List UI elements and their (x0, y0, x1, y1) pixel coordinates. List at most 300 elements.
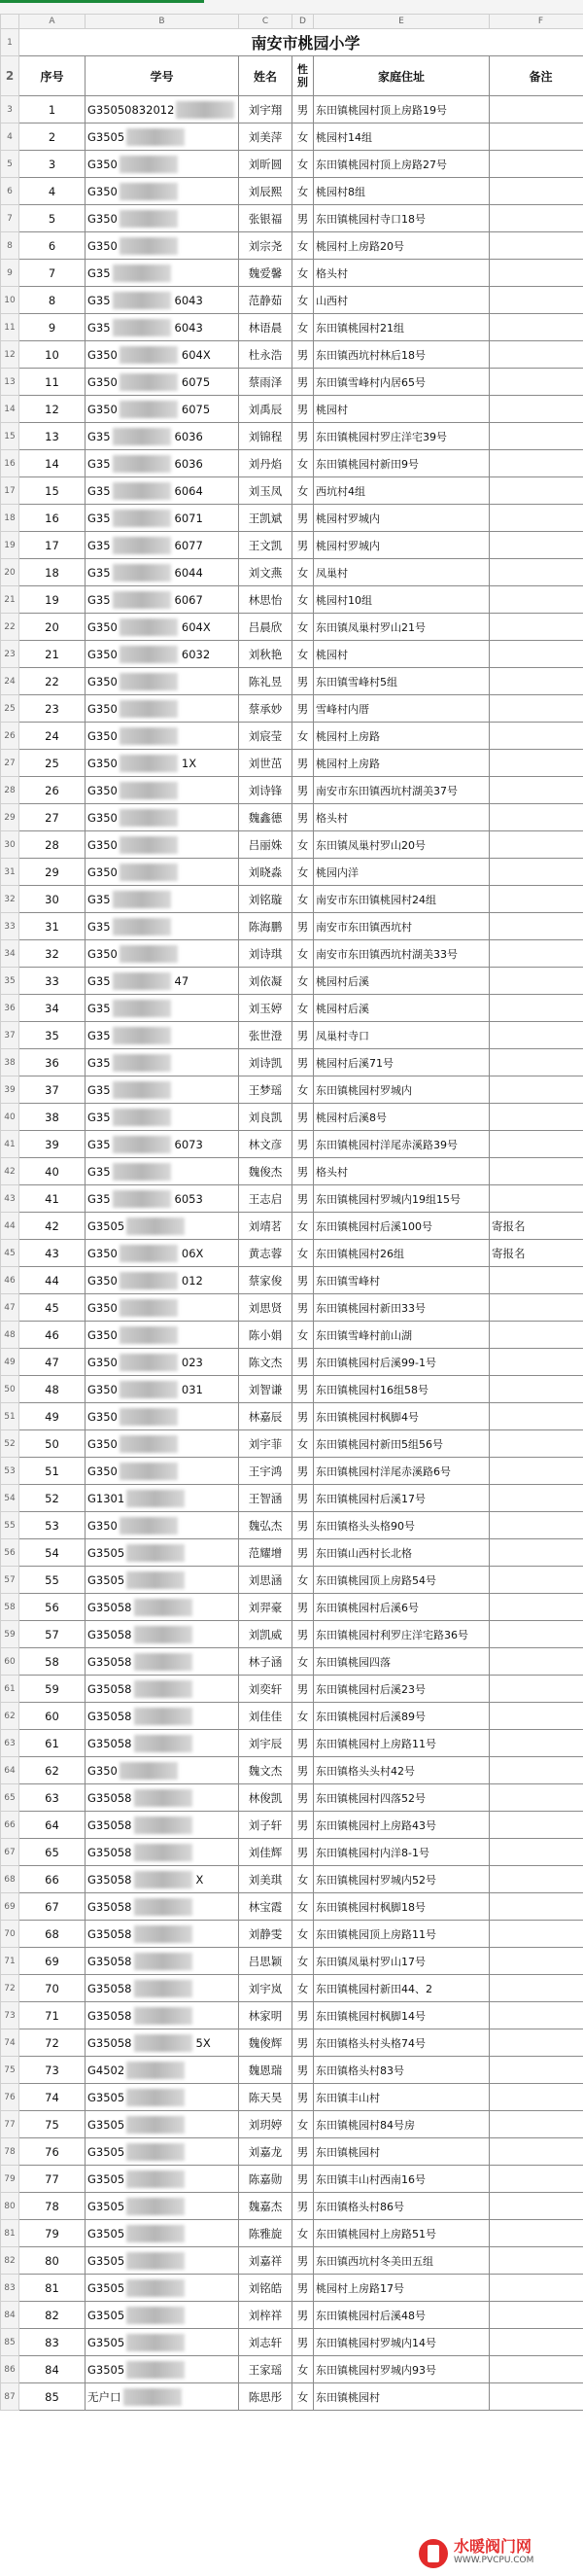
cell-address[interactable]: 东田镇桃园四落 (314, 1648, 490, 1676)
cell-remark[interactable] (490, 2084, 583, 2111)
cell-student-id[interactable] (86, 1866, 239, 1893)
cell-address[interactable]: 东田镇桃园村后溪48号 (314, 2302, 490, 2329)
row-number[interactable]: 58 (1, 1594, 19, 1621)
cell-remark[interactable] (490, 995, 583, 1022)
row-number[interactable]: 41 (1, 1131, 19, 1158)
cell-student-id[interactable] (86, 2329, 239, 2356)
cell-student-id[interactable] (86, 804, 239, 831)
cell-gender[interactable]: 男 (292, 1512, 314, 1539)
cell-address[interactable]: 桃园村上房路17号 (314, 2275, 490, 2302)
cell-gender[interactable]: 男 (292, 205, 314, 232)
cell-no[interactable]: 76 (19, 2138, 86, 2166)
cell-no[interactable]: 80 (19, 2247, 86, 2275)
cell-gender[interactable]: 男 (292, 1294, 314, 1322)
cell-address[interactable]: 东田镇桃园村新田9号 (314, 450, 490, 477)
row-number[interactable]: 26 (1, 723, 19, 750)
row-number[interactable]: 15 (1, 423, 19, 450)
cell-address[interactable]: 东田镇桃园村21组 (314, 314, 490, 341)
cell-address[interactable]: 东田镇雪峰村前山湖 (314, 1322, 490, 1349)
cell-name[interactable]: 刘宗尧 (239, 232, 292, 260)
cell-gender[interactable]: 女 (292, 151, 314, 178)
cell-address[interactable]: 东田镇桃园村上房路51号 (314, 2220, 490, 2247)
cell-remark[interactable] (490, 96, 583, 124)
cell-gender[interactable]: 女 (292, 1213, 314, 1240)
cell-no[interactable]: 4 (19, 178, 86, 205)
row-number[interactable]: 82 (1, 2247, 19, 2275)
row-number[interactable]: 17 (1, 477, 19, 505)
cell-student-id[interactable] (86, 886, 239, 913)
cell-name[interactable]: 刘思涵 (239, 1567, 292, 1594)
row-number[interactable]: 73 (1, 2002, 19, 2029)
cell-address[interactable]: 南安市东田镇桃园村24组 (314, 886, 490, 913)
cell-remark[interactable] (490, 2220, 583, 2247)
row-number[interactable]: 37 (1, 1022, 19, 1049)
cell-student-id[interactable] (86, 2084, 239, 2111)
row-number[interactable]: 34 (1, 940, 19, 968)
cell-name[interactable]: 陈小娟 (239, 1322, 292, 1349)
cell-remark[interactable] (490, 205, 583, 232)
cell-remark[interactable] (490, 314, 583, 341)
cell-no[interactable]: 7 (19, 260, 86, 287)
col-letter-b[interactable]: B (86, 15, 239, 29)
cell-remark[interactable] (490, 913, 583, 940)
cell-gender[interactable]: 男 (292, 1839, 314, 1866)
cell-gender[interactable]: 男 (292, 1485, 314, 1512)
header-name[interactable]: 姓名 (239, 56, 292, 96)
cell-student-id[interactable] (86, 532, 239, 559)
cell-gender[interactable]: 男 (292, 1458, 314, 1485)
cell-no[interactable]: 74 (19, 2084, 86, 2111)
cell-remark[interactable] (490, 750, 583, 777)
cell-address[interactable]: 东田镇桃园村后溪6号 (314, 1594, 490, 1621)
cell-student-id[interactable] (86, 1812, 239, 1839)
cell-no[interactable]: 38 (19, 1104, 86, 1131)
header-gender[interactable]: 性别 (292, 56, 314, 96)
cell-remark[interactable] (490, 1975, 583, 2002)
cell-student-id[interactable] (86, 232, 239, 260)
cell-student-id[interactable] (86, 1975, 239, 2002)
col-letter-a[interactable]: A (19, 15, 86, 29)
cell-name[interactable]: 刘梓祥 (239, 2302, 292, 2329)
cell-no[interactable]: 11 (19, 369, 86, 396)
cell-name[interactable]: 刘靖茗 (239, 1213, 292, 1240)
cell-address[interactable]: 东田镇格头头格90号 (314, 1512, 490, 1539)
cell-remark[interactable] (490, 232, 583, 260)
cell-name[interactable]: 陈思彤 (239, 2383, 292, 2411)
cell-name[interactable]: 王凯斌 (239, 505, 292, 532)
row-number[interactable]: 66 (1, 1812, 19, 1839)
cell-name[interactable]: 刘文燕 (239, 559, 292, 586)
row-number[interactable]: 18 (1, 505, 19, 532)
cell-address[interactable]: 桃园村后溪 (314, 968, 490, 995)
cell-gender[interactable]: 男 (292, 341, 314, 369)
row-number[interactable]: 29 (1, 804, 19, 831)
cell-student-id[interactable] (86, 2247, 239, 2275)
cell-name[interactable]: 魏爱馨 (239, 260, 292, 287)
cell-gender[interactable]: 女 (292, 477, 314, 505)
cell-student-id[interactable] (86, 1594, 239, 1621)
cell-gender[interactable]: 女 (292, 232, 314, 260)
cell-gender[interactable]: 女 (292, 1648, 314, 1676)
cell-gender[interactable]: 男 (292, 2002, 314, 2029)
cell-gender[interactable]: 男 (292, 1185, 314, 1213)
cell-gender[interactable]: 女 (292, 559, 314, 586)
cell-remark[interactable] (490, 396, 583, 423)
cell-gender[interactable]: 女 (292, 614, 314, 641)
cell-no[interactable]: 25 (19, 750, 86, 777)
row-number[interactable]: 74 (1, 2029, 19, 2057)
cell-name[interactable]: 刘志轩 (239, 2329, 292, 2356)
cell-student-id[interactable] (86, 668, 239, 695)
row-number[interactable]: 22 (1, 614, 19, 641)
cell-address[interactable]: 东田镇西坑村林后18号 (314, 341, 490, 369)
cell-no[interactable]: 28 (19, 831, 86, 859)
cell-name[interactable]: 刘嘉龙 (239, 2138, 292, 2166)
cell-no[interactable]: 10 (19, 341, 86, 369)
cell-remark[interactable] (490, 1158, 583, 1185)
cell-remark[interactable] (490, 1893, 583, 1921)
cell-gender[interactable]: 男 (292, 2084, 314, 2111)
cell-remark[interactable] (490, 1539, 583, 1567)
cell-gender[interactable]: 女 (292, 450, 314, 477)
cell-name[interactable]: 刘诗锋 (239, 777, 292, 804)
cell-student-id[interactable] (86, 1648, 239, 1676)
cell-name[interactable]: 王家瑶 (239, 2356, 292, 2383)
row-number[interactable]: 11 (1, 314, 19, 341)
cell-name[interactable]: 林子涵 (239, 1648, 292, 1676)
cell-name[interactable]: 陈雅旋 (239, 2220, 292, 2247)
cell-remark[interactable] (490, 1839, 583, 1866)
col-letter-f[interactable]: F (490, 15, 583, 29)
cell-student-id[interactable] (86, 940, 239, 968)
cell-student-id[interactable] (86, 1893, 239, 1921)
cell-name[interactable]: 魏鑫德 (239, 804, 292, 831)
cell-name[interactable]: 蔡雨泽 (239, 369, 292, 396)
row-number[interactable]: 19 (1, 532, 19, 559)
cell-gender[interactable]: 男 (292, 804, 314, 831)
header-remark[interactable]: 备注 (490, 56, 583, 96)
row-number[interactable]: 16 (1, 450, 19, 477)
cell-address[interactable]: 东田镇格头头村42号 (314, 1757, 490, 1784)
cell-no[interactable]: 49 (19, 1403, 86, 1430)
cell-name[interactable]: 刘锦程 (239, 423, 292, 450)
cell-name[interactable]: 刘羿豪 (239, 1594, 292, 1621)
cell-student-id[interactable] (86, 151, 239, 178)
cell-remark[interactable] (490, 2193, 583, 2220)
cell-student-id[interactable] (86, 1730, 239, 1757)
cell-gender[interactable]: 男 (292, 1812, 314, 1839)
cell-name[interactable]: 王梦瑶 (239, 1076, 292, 1104)
row-number[interactable]: 38 (1, 1049, 19, 1076)
cell-no[interactable]: 56 (19, 1594, 86, 1621)
cell-gender[interactable]: 女 (292, 1948, 314, 1975)
cell-remark[interactable] (490, 1703, 583, 1730)
row-number[interactable]: 6 (1, 178, 19, 205)
cell-name[interactable]: 张世澄 (239, 1022, 292, 1049)
cell-student-id[interactable] (86, 1757, 239, 1784)
cell-gender[interactable]: 男 (292, 505, 314, 532)
cell-no[interactable]: 63 (19, 1784, 86, 1812)
cell-name[interactable]: 陈天昊 (239, 2084, 292, 2111)
cell-student-id[interactable] (86, 859, 239, 886)
cell-remark[interactable] (490, 178, 583, 205)
cell-remark[interactable] (490, 260, 583, 287)
cell-name[interactable]: 刘奕轩 (239, 1676, 292, 1703)
cell-name[interactable]: 吕晨欣 (239, 614, 292, 641)
cell-student-id[interactable] (86, 1376, 239, 1403)
cell-gender[interactable]: 男 (292, 1621, 314, 1648)
row-number[interactable]: 60 (1, 1648, 19, 1676)
cell-address[interactable]: 东田镇雪峰村5组 (314, 668, 490, 695)
cell-gender[interactable]: 女 (292, 586, 314, 614)
row-number[interactable]: 47 (1, 1294, 19, 1322)
cell-no[interactable]: 77 (19, 2166, 86, 2193)
cell-remark[interactable] (490, 968, 583, 995)
cell-name[interactable]: 杜永浩 (239, 341, 292, 369)
cell-gender[interactable]: 女 (292, 1430, 314, 1458)
cell-gender[interactable]: 女 (292, 1975, 314, 2002)
cell-no[interactable]: 64 (19, 1812, 86, 1839)
cell-no[interactable]: 47 (19, 1349, 86, 1376)
cell-student-id[interactable] (86, 913, 239, 940)
cell-student-id[interactable] (86, 450, 239, 477)
cell-gender[interactable]: 男 (292, 695, 314, 723)
row-number[interactable]: 10 (1, 287, 19, 314)
cell-student-id[interactable] (86, 1049, 239, 1076)
cell-address[interactable]: 东田镇桃园村罗城内52号 (314, 1866, 490, 1893)
cell-student-id[interactable] (86, 2383, 239, 2411)
cell-student-id[interactable] (86, 2002, 239, 2029)
cell-gender[interactable]: 男 (292, 668, 314, 695)
row-number[interactable]: 79 (1, 2166, 19, 2193)
row-number[interactable]: 40 (1, 1104, 19, 1131)
cell-no[interactable]: 68 (19, 1921, 86, 1948)
cell-gender[interactable]: 女 (292, 1893, 314, 1921)
cell-student-id[interactable] (86, 1784, 239, 1812)
cell-remark[interactable] (490, 2138, 583, 2166)
row-number[interactable]: 35 (1, 968, 19, 995)
cell-remark[interactable] (490, 804, 583, 831)
cell-address[interactable]: 桃园村后溪 (314, 995, 490, 1022)
cell-gender[interactable]: 女 (292, 1240, 314, 1267)
cell-student-id[interactable] (86, 2356, 239, 2383)
cell-gender[interactable]: 男 (292, 2138, 314, 2166)
cell-student-id[interactable] (86, 396, 239, 423)
cell-address[interactable]: 东田镇桃园村罗城内19组15号 (314, 1185, 490, 1213)
row-number[interactable]: 2 (1, 56, 19, 96)
cell-student-id[interactable] (86, 695, 239, 723)
row-number[interactable]: 67 (1, 1839, 19, 1866)
cell-remark[interactable] (490, 1049, 583, 1076)
cell-remark[interactable] (490, 341, 583, 369)
cell-gender[interactable]: 男 (292, 777, 314, 804)
cell-remark[interactable] (490, 668, 583, 695)
cell-name[interactable]: 刘玉婷 (239, 995, 292, 1022)
cell-name[interactable]: 刘依凝 (239, 968, 292, 995)
cell-address[interactable]: 东田镇桃园村寺口18号 (314, 205, 490, 232)
cell-remark[interactable] (490, 369, 583, 396)
row-number[interactable]: 81 (1, 2220, 19, 2247)
cell-no[interactable]: 30 (19, 886, 86, 913)
cell-no[interactable]: 33 (19, 968, 86, 995)
row-number[interactable]: 3 (1, 96, 19, 124)
cell-remark[interactable] (490, 641, 583, 668)
row-number[interactable]: 36 (1, 995, 19, 1022)
cell-name[interactable]: 魏弘杰 (239, 1512, 292, 1539)
cell-name[interactable]: 刘美萍 (239, 124, 292, 151)
row-number[interactable]: 9 (1, 260, 19, 287)
cell-name[interactable]: 陈嘉勋 (239, 2166, 292, 2193)
cell-no[interactable]: 44 (19, 1267, 86, 1294)
cell-name[interactable]: 刘丹焰 (239, 450, 292, 477)
cell-name[interactable]: 王志启 (239, 1185, 292, 1213)
cell-gender[interactable]: 男 (292, 2329, 314, 2356)
row-number[interactable]: 43 (1, 1185, 19, 1213)
cell-gender[interactable]: 男 (292, 1676, 314, 1703)
cell-remark[interactable] (490, 1104, 583, 1131)
row-number[interactable]: 71 (1, 1948, 19, 1975)
cell-student-id[interactable] (86, 586, 239, 614)
row-number[interactable]: 68 (1, 1866, 19, 1893)
cell-remark[interactable] (490, 2057, 583, 2084)
cell-address[interactable]: 东田镇桃园村新田33号 (314, 1294, 490, 1322)
cell-no[interactable]: 29 (19, 859, 86, 886)
cell-gender[interactable]: 男 (292, 2166, 314, 2193)
row-number[interactable]: 50 (1, 1376, 19, 1403)
cell-gender[interactable]: 男 (292, 1376, 314, 1403)
cell-no[interactable]: 42 (19, 1213, 86, 1240)
row-number[interactable]: 4 (1, 124, 19, 151)
cell-student-id[interactable] (86, 2029, 239, 2057)
cell-name[interactable]: 刘凯威 (239, 1621, 292, 1648)
cell-student-id[interactable] (86, 1403, 239, 1430)
cell-address[interactable]: 东田镇桃园村洋尾赤溪路39号 (314, 1131, 490, 1158)
cell-name[interactable]: 林思怡 (239, 586, 292, 614)
row-number[interactable]: 5 (1, 151, 19, 178)
cell-student-id[interactable] (86, 641, 239, 668)
cell-no[interactable]: 70 (19, 1975, 86, 2002)
cell-remark[interactable] (490, 1376, 583, 1403)
cell-gender[interactable]: 女 (292, 178, 314, 205)
cell-name[interactable]: 黄志蓉 (239, 1240, 292, 1267)
cell-remark[interactable] (490, 695, 583, 723)
cell-address[interactable]: 凤巢村寺口 (314, 1022, 490, 1049)
cell-no[interactable]: 51 (19, 1458, 86, 1485)
cell-no[interactable]: 32 (19, 940, 86, 968)
cell-no[interactable]: 82 (19, 2302, 86, 2329)
cell-name[interactable]: 魏嘉杰 (239, 2193, 292, 2220)
cell-name[interactable]: 林俊凯 (239, 1784, 292, 1812)
cell-no[interactable]: 41 (19, 1185, 86, 1213)
cell-address[interactable]: 桃园村 (314, 641, 490, 668)
cell-remark[interactable] (490, 2166, 583, 2193)
cell-address[interactable]: 桃园村 (314, 396, 490, 423)
row-number[interactable]: 44 (1, 1213, 19, 1240)
cell-address[interactable]: 桃园村14组 (314, 124, 490, 151)
cell-student-id[interactable] (86, 1512, 239, 1539)
cell-student-id[interactable] (86, 1213, 239, 1240)
cell-no[interactable]: 58 (19, 1648, 86, 1676)
cell-remark[interactable] (490, 2029, 583, 2057)
cell-no[interactable]: 31 (19, 913, 86, 940)
cell-address[interactable]: 东田镇凤巢村罗山21号 (314, 614, 490, 641)
cell-name[interactable]: 刘佳佳 (239, 1703, 292, 1730)
cell-address[interactable]: 东田镇桃园村枫脚4号 (314, 1403, 490, 1430)
cell-no[interactable]: 53 (19, 1512, 86, 1539)
row-number[interactable]: 87 (1, 2383, 19, 2411)
cell-no[interactable]: 40 (19, 1158, 86, 1185)
cell-remark[interactable] (490, 859, 583, 886)
cell-no[interactable]: 46 (19, 1322, 86, 1349)
cell-no[interactable]: 26 (19, 777, 86, 804)
cell-name[interactable]: 王文凯 (239, 532, 292, 559)
cell-address[interactable]: 东田镇桃园村16组58号 (314, 1376, 490, 1403)
cell-address[interactable]: 桃园内洋 (314, 859, 490, 886)
cell-no[interactable]: 1 (19, 96, 86, 124)
cell-address[interactable]: 南安市东田镇西坑村 (314, 913, 490, 940)
cell-name[interactable]: 吕思颖 (239, 1948, 292, 1975)
cell-remark[interactable] (490, 1403, 583, 1430)
cell-gender[interactable]: 男 (292, 1022, 314, 1049)
cell-student-id[interactable] (86, 1703, 239, 1730)
cell-student-id[interactable] (86, 1158, 239, 1185)
row-number[interactable]: 75 (1, 2057, 19, 2084)
cell-remark[interactable] (490, 2356, 583, 2383)
cell-address[interactable]: 桃园村上房路 (314, 750, 490, 777)
cell-gender[interactable]: 女 (292, 314, 314, 341)
cell-student-id[interactable] (86, 1294, 239, 1322)
row-number[interactable]: 14 (1, 396, 19, 423)
cell-gender[interactable]: 女 (292, 2111, 314, 2138)
cell-no[interactable]: 8 (19, 287, 86, 314)
cell-student-id[interactable] (86, 341, 239, 369)
cell-no[interactable]: 65 (19, 1839, 86, 1866)
row-number[interactable]: 32 (1, 886, 19, 913)
cell-address[interactable]: 东田镇桃园村内洋8-1号 (314, 1839, 490, 1866)
cell-no[interactable]: 35 (19, 1022, 86, 1049)
cell-address[interactable]: 东田镇丰山村 (314, 2084, 490, 2111)
row-number[interactable]: 31 (1, 859, 19, 886)
cell-remark[interactable] (490, 1648, 583, 1676)
cell-remark[interactable] (490, 886, 583, 913)
cell-student-id[interactable] (86, 1185, 239, 1213)
cell-remark[interactable] (490, 2329, 583, 2356)
cell-address[interactable]: 东田镇桃园村 (314, 2383, 490, 2411)
cell-gender[interactable]: 男 (292, 1349, 314, 1376)
cell-gender[interactable]: 女 (292, 287, 314, 314)
cell-remark[interactable] (490, 1267, 583, 1294)
cell-student-id[interactable] (86, 178, 239, 205)
cell-name[interactable]: 陈礼昱 (239, 668, 292, 695)
row-number[interactable]: 53 (1, 1458, 19, 1485)
row-number[interactable]: 46 (1, 1267, 19, 1294)
cell-name[interactable]: 林文彦 (239, 1131, 292, 1158)
row-number[interactable]: 52 (1, 1430, 19, 1458)
cell-gender[interactable]: 男 (292, 1403, 314, 1430)
cell-address[interactable]: 桃园村后溪71号 (314, 1049, 490, 1076)
cell-student-id[interactable] (86, 423, 239, 450)
cell-gender[interactable]: 女 (292, 124, 314, 151)
cell-gender[interactable]: 女 (292, 2220, 314, 2247)
cell-address[interactable]: 桃园村罗城内 (314, 532, 490, 559)
cell-gender[interactable]: 女 (292, 2383, 314, 2411)
cell-address[interactable]: 格头村 (314, 260, 490, 287)
cell-remark[interactable] (490, 1022, 583, 1049)
cell-student-id[interactable] (86, 1131, 239, 1158)
cell-address[interactable]: 东田镇桃园村罗城内93号 (314, 2356, 490, 2383)
cell-gender[interactable]: 男 (292, 2275, 314, 2302)
cell-address[interactable]: 桃园村上房路 (314, 723, 490, 750)
